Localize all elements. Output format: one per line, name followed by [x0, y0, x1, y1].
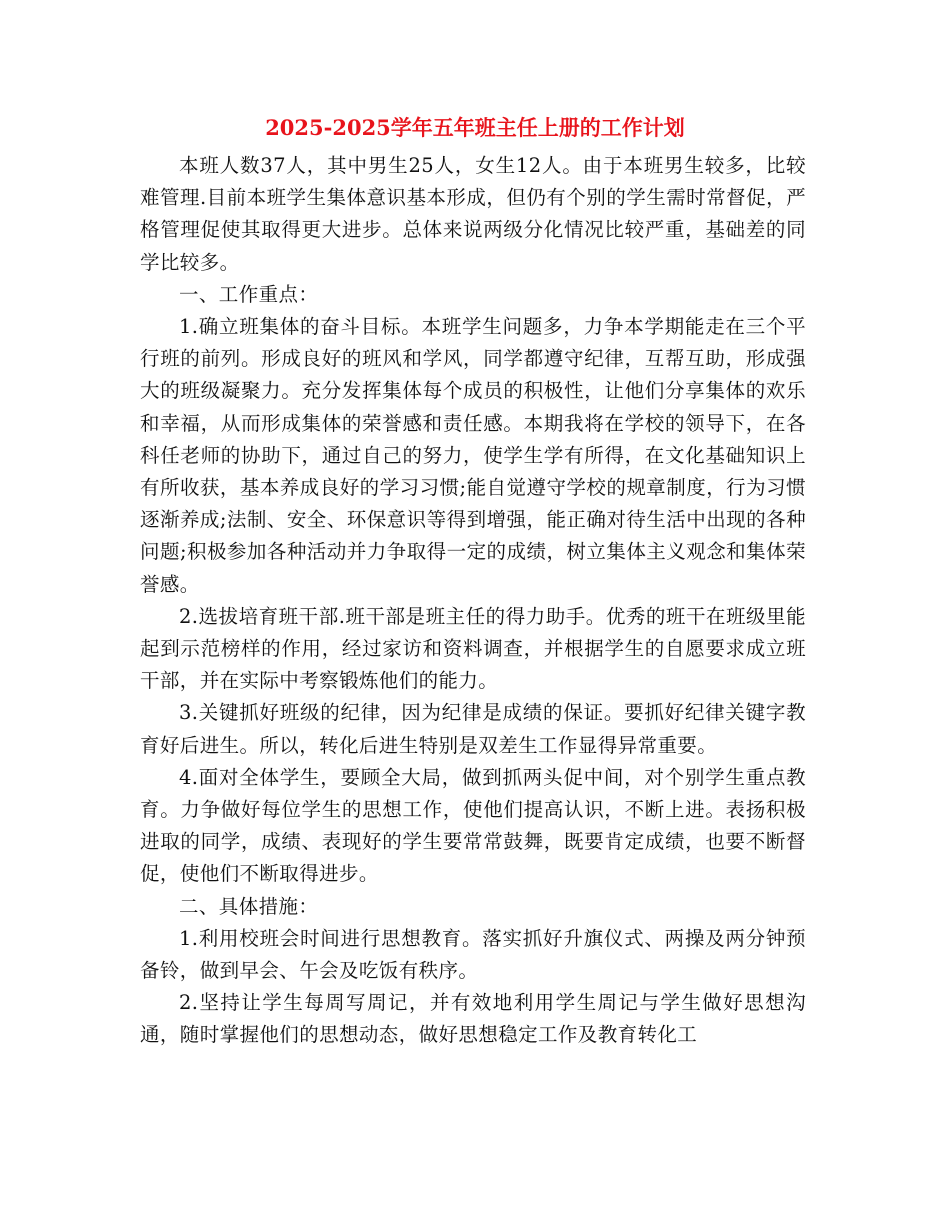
paragraph-measure-1: 1.利用校班会时间进行思想教育。落实抓好升旗仪式、两操及两分钟预备铃，做到早会、午会及吃饭有秩序。 — [140, 926, 806, 983]
document-body — [140, 150, 806, 1052]
paragraph-focus-4: 4.面对全体学生，要顾全大局，做到抓两头促中间，对个别学生重点教育。力争做好每位学生的思想工作，使他们提高认识，不断上进。表扬积极进取的同学，成绩、表现好的学生要常常鼓舞，既要肯定成绩，也要不断督促，使他们不断取得进步。 — [140, 765, 806, 886]
section-heading-work-focus: 一、工作重点： — [179, 282, 319, 306]
paragraph-focus-3: 3.关键抓好班级的纪律，因为纪律是成绩的保证。要抓好纪律关键字教育好后进生。所以，转化后进生特别是双差生工作显得异常重要。 — [140, 701, 806, 757]
section-heading-measures: 二、具体措施： — [179, 894, 319, 918]
paragraph-measure-2: 2.坚持让学生每周写周记，并有效地利用学生周记与学生做好思想沟通，随时掌握他们的思想动态，做好思想稳定工作及教育转化工 — [140, 991, 806, 1047]
paragraph-intro: 本班人数37人，其中男生25人，女生12人。由于本班男生较多，比较难管理.目前本班学生集体意识基本形成，但仍有个别的学生需时常督促，严格管理促使其取得更大进步。总体来说两级分化情况比较严重，基础差的同学比较多。 — [140, 154, 806, 274]
paragraph-focus-2: 2.选拔培育班干部.班干部是班主任的得力助手。优秀的班干在班级里能起到示范榜样的作用，经过家访和资料调查，并根据学生的自愿要求成立班干部，并在实际中考察锻炼他们的能力。 — [140, 604, 806, 693]
document-title: 2025-2025学年五年班主任上册的工作计划 — [265, 115, 685, 140]
paragraph-focus-1: 1.确立班集体的奋斗目标。本班学生问题多，力争本学期能走在三个平行班的前列。形成良好的班风和学风，同学都遵守纪律，互帮互助，形成强大的班级凝聚力。充分发挥集体每个成员的积极性，让他们分享集体的欢乐和幸福，从而形成集体的荣誉感和责任感。本期我将在学校的领导下，在各科任老师的协助下，通过自己的努力，使学生学有所得，在文化基础知识上有所收获，基本养成良好的学习习惯;能自觉遵守学校的规章制度，行为习惯逐渐养成;法制、安全、环保意识等得到增强，能正确对待生活中出现的各种问题;积极参加各种活动并力争取得一定的成绩，树立集体主义观念和集体荣誉感。 — [140, 315, 806, 596]
